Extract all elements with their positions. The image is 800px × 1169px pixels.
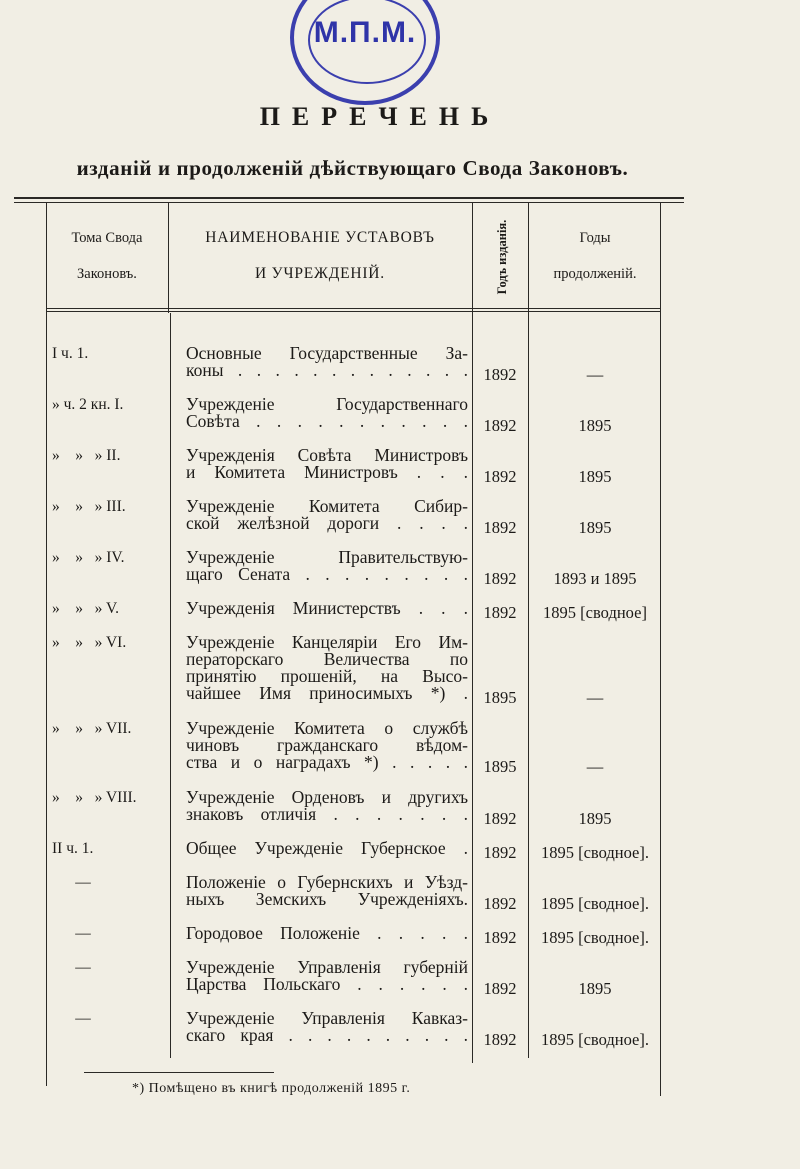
col-divider-2 — [472, 203, 473, 1063]
row-title-line: Совѣта . . . . . . . . . . . — [186, 411, 468, 431]
row-title-line: Учрежденіе Канцеляріи Его Им- — [186, 632, 468, 652]
row-title-line: принятію прошеній, на Высо- — [186, 666, 468, 686]
row-title-line: Учрежденіе Управленія губерній — [186, 957, 468, 977]
row-title-line: ской желѣзной дороги . . . . — [186, 513, 468, 533]
row-continuation-years: 1895 [сводное]. — [540, 1030, 649, 1049]
row-edition-year: 1892 — [483, 569, 517, 588]
row-continuation-years: 1895 — [578, 979, 612, 998]
row-edition-year: 1892 — [483, 809, 517, 828]
col-head-year: Годъ изданія. — [495, 219, 509, 295]
row-volume: — — [52, 925, 91, 942]
row-title-line: Царства Польскаго . . . . . . — [186, 974, 468, 994]
col-divider-1 — [170, 313, 171, 1058]
row-title-line: скаго края . . . . . . . . . . — [186, 1025, 468, 1045]
row-volume: — — [52, 1010, 91, 1027]
row-title-line: коны . . . . . . . . . . . . . — [186, 360, 468, 380]
row-edition-year: 1892 — [483, 467, 517, 486]
row-title-line: Основные Государственные За- — [186, 343, 468, 363]
row-edition-year: 1892 — [483, 843, 517, 862]
row-title — [186, 840, 468, 857]
row-volume: » » » III. — [52, 498, 126, 515]
row-continuation-years: — — [586, 688, 604, 707]
row-title — [186, 549, 468, 583]
row-title-line: и Комитета Министровъ . . . — [186, 462, 468, 482]
row-title-line: Учрежденіе Комитета о службѣ — [186, 718, 468, 738]
row-volume: » » » VI. — [52, 634, 127, 651]
row-volume: » » » V. — [52, 600, 120, 617]
row-edition-year: 1892 — [483, 1030, 517, 1049]
col-head-continuations: Годы продолженій. — [553, 230, 637, 282]
row-edition-year: 1892 — [483, 928, 517, 947]
row-title-line: Учрежденіе Правительствую- — [186, 547, 468, 567]
row-volume: » » » VII. — [52, 720, 132, 737]
row-volume: — — [52, 874, 91, 891]
row-title-line: щаго Сената . . . . . . . . . — [186, 564, 468, 584]
row-title-line: Учрежденіе Управленія Кавказ- — [186, 1008, 468, 1028]
row-title — [186, 600, 468, 617]
row-title — [186, 447, 468, 481]
row-title — [186, 498, 468, 532]
row-title — [186, 396, 468, 430]
row-volume: » » » IV. — [52, 549, 125, 566]
row-edition-year: 1892 — [483, 979, 517, 998]
row-title — [186, 874, 468, 908]
row-volume: I ч. 1. — [52, 345, 89, 362]
row-title-line: Учрежденіе Орденовъ и другихъ — [186, 787, 468, 807]
footnote: *) Помѣщено въ книгѣ продолженій 1895 г. — [132, 1081, 411, 1096]
stamp-text: М.П.М. — [313, 16, 417, 49]
col-head-volumes: Тома Свода Законовъ. — [71, 230, 143, 282]
row-title-line: чайшее Имя приносимыхъ *) . — [186, 683, 468, 703]
row-edition-year: 1892 — [483, 894, 517, 913]
table-right-border — [660, 203, 661, 1096]
row-title-line: Общее Учрежденіе Губернское . — [186, 838, 468, 858]
row-continuation-years: 1895 — [578, 518, 612, 537]
row-edition-year: 1892 — [483, 365, 517, 384]
row-continuation-years: 1895 — [578, 416, 612, 435]
table-left-border — [46, 203, 47, 1086]
row-edition-year: 1892 — [483, 518, 517, 537]
row-title-line: Учрежденіе Государственнаго — [186, 394, 468, 414]
row-title — [186, 925, 468, 942]
row-edition-year: 1892 — [483, 603, 517, 622]
page-title: ПЕРЕЧЕНЬ — [259, 102, 501, 131]
row-volume: II ч. 1. — [52, 840, 94, 857]
row-title-line: знаковъ отличія . . . . . . . — [186, 804, 468, 824]
row-volume: » ч. 2 кн. I. — [52, 396, 124, 413]
row-title-line: Учрежденіе Комитета Сибир- — [186, 496, 468, 516]
row-title — [186, 789, 468, 823]
top-rule-thin — [14, 202, 684, 203]
row-continuation-years: 1895 [сводное] — [543, 603, 647, 622]
row-continuation-years: — — [586, 365, 604, 384]
col-head-name: НАИМЕНОВАНІЕ УСТАВОВЪ И УЧРЕЖДЕНІЙ. — [205, 229, 435, 282]
footnote-rule — [84, 1072, 274, 1073]
row-volume: — — [52, 959, 91, 976]
row-continuation-years: 1895 — [578, 809, 612, 828]
col-divider-head-1 — [168, 203, 169, 313]
row-title-line: ства и о наградахъ *) . . . . . — [186, 752, 468, 772]
row-title-line: Учрежденія Министерствъ . . . — [186, 598, 468, 618]
row-volume: » » » VIII. — [52, 789, 137, 806]
row-edition-year: 1892 — [483, 416, 517, 435]
row-title-line: ныхъ Земскихъ Учрежденіяхъ. — [186, 889, 468, 909]
row-title — [186, 959, 468, 993]
row-continuation-years: 1895 [сводное]. — [540, 843, 649, 862]
header-rule-thin — [46, 311, 660, 312]
page-subtitle: изданій и продолженій дѣйствующаго Свода Законовъ. — [76, 156, 629, 180]
row-title-line: чиновъ гражданскаго вѣдом- — [186, 735, 468, 755]
row-title-line: ператорскаго Величества по — [186, 649, 468, 669]
row-continuation-years: 1893 и 1895 — [553, 569, 637, 588]
row-title — [186, 1010, 468, 1044]
row-continuation-years: 1895 [сводное]. — [540, 928, 649, 947]
row-volume: » » » II. — [52, 447, 121, 464]
row-title — [186, 720, 468, 771]
row-title — [186, 345, 468, 379]
row-continuation-years: 1895 [сводное]. — [540, 894, 649, 913]
row-title-line: Городовое Положеніе . . . . . — [186, 923, 468, 943]
header-rule — [46, 308, 660, 309]
row-edition-year: 1895 — [483, 757, 517, 776]
row-edition-year: 1895 — [483, 688, 517, 707]
row-title-line: Учрежденія Совѣта Министровъ — [186, 445, 468, 465]
row-continuation-years: 1895 — [578, 467, 612, 486]
library-stamp — [290, 0, 440, 105]
row-title — [186, 634, 468, 702]
row-title-line: Положеніе о Губернскихъ и Уѣзд- — [186, 872, 468, 892]
row-continuation-years: — — [586, 757, 604, 776]
top-rule — [14, 197, 684, 199]
